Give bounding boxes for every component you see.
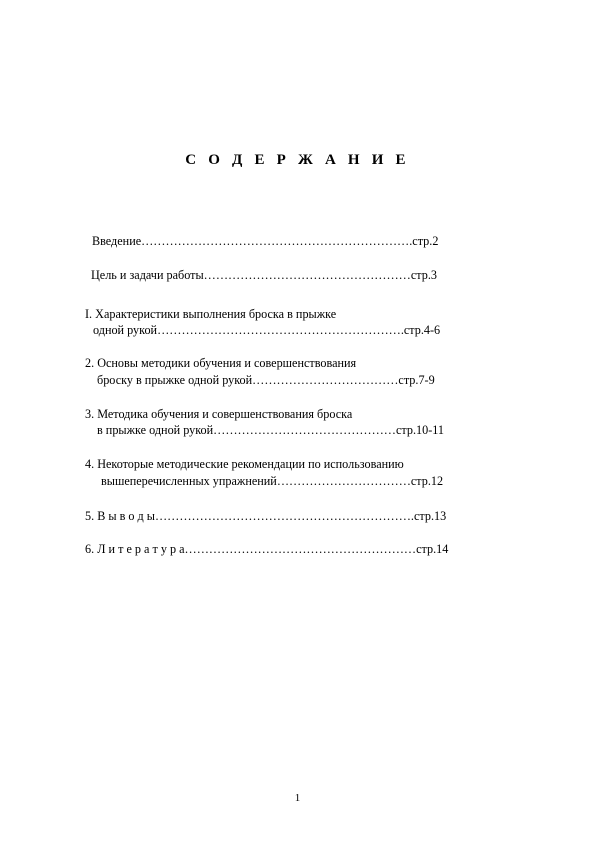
toc-entry-3-line-2: в прыжке одной рукой………………………………………стр.10-11 bbox=[97, 423, 444, 437]
toc-entry-conclusions: 5. В ы в о д ы……………………………………………………….стр.13 bbox=[85, 509, 447, 523]
page-title: С О Д Е Р Ж А Н И Е bbox=[185, 152, 410, 168]
toc-entry-literature: 6. Л и т е р а т у р а…………………………………………………стр.14 bbox=[85, 542, 449, 556]
toc-entry-goals: Цель и задачи работы……………………………………………стр.3 bbox=[91, 268, 437, 282]
page-number: 1 bbox=[294, 792, 301, 804]
toc-entry-1-line-2: одной рукой…………………………………………………….стр.4-6 bbox=[93, 323, 441, 337]
toc-entry-3-line-1: 3. Методика обучения и совершенствования броска bbox=[85, 407, 353, 421]
toc-entry-2-line-2: броску в прыжке одной рукой………………………………стр.7-9 bbox=[97, 373, 435, 387]
toc-entry-2-line-1: 2. Основы методики обучения и совершенствования bbox=[85, 356, 357, 370]
toc-entry-4-line-1: 4. Некоторые методические рекомендации по использованию bbox=[85, 457, 404, 471]
toc-entry-1-line-1: I. Характеристики выполнения броска в прыжке bbox=[85, 307, 337, 321]
toc-entry-introduction: Введение………………………………………………………….стр.2 bbox=[92, 234, 439, 248]
toc-entry-4-line-2: вышеперечисленных упражнений……………………………стр.12 bbox=[101, 474, 444, 488]
